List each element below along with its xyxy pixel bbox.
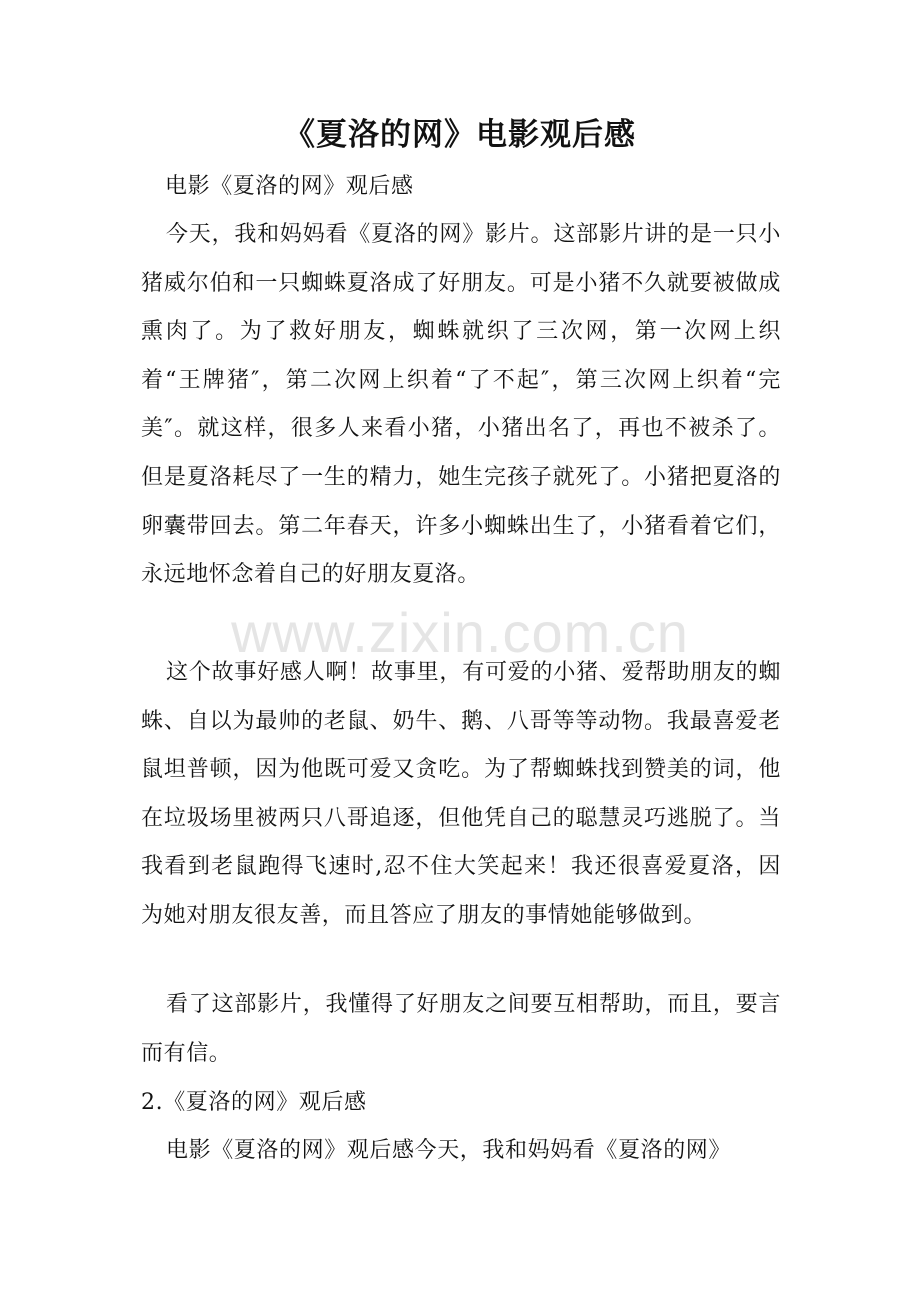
subtitle: 电影《夏洛的网》观后感 bbox=[165, 174, 414, 199]
paragraph-2: 这个故事好感人啊！故事里，有可爱的小猪、爱帮助朋友的蜘蛛、自以为最帅的老鼠、奶牛、鹅、八哥等等动物。我最喜爱老鼠坦普顿，因为他既可爱又贪吃。为了帮蜘蛛找到赞美的词，他在垃圾场里被两只八哥追逐，但他凭自己的聪慧灵巧逃脱了。当我看到老鼠跑得飞速时,忍不住大笑起来！我还很喜爱夏洛，因为她对朋友很友善，而且答应了朋友的事情她能够做到。 bbox=[141, 660, 781, 928]
section-2-paragraph: 电影《夏洛的网》观后感今天，我和妈妈看《夏洛的网》 bbox=[166, 1138, 732, 1163]
paragraph-1: 今天，我和妈妈看《夏洛的网》影片。这部影片讲的是一只小猪威尔伯和一只蜘蛛夏洛成了好朋友。可是小猪不久就要被做成熏肉了。为了救好朋友，蜘蛛就织了三次网，第一次网上织着“王牌猪″，第二次网上织着“了不起″，第三次网上织着“完美″。就这样，很多人来看小猪，小猪出名了，再也不被杀了。但是夏洛耗尽了一生的精力，她生完孩子就死了。小猪把夏洛的卵囊带回去。第二年春天，许多小蜘蛛出生了，小猪看着它们，永远地怀念着自己的好朋友夏洛。 bbox=[141, 222, 781, 588]
watermark: www.zixin.com.cn bbox=[231, 601, 689, 664]
paragraph-3: 看了这部影片，我懂得了好朋友之间要互相帮助，而且，要言而有信。 bbox=[141, 992, 781, 1066]
section-2-heading: 2.《夏洛的网》观后感 bbox=[141, 1090, 367, 1115]
document-title: 《夏洛的网》电影观后感 bbox=[284, 117, 636, 153]
